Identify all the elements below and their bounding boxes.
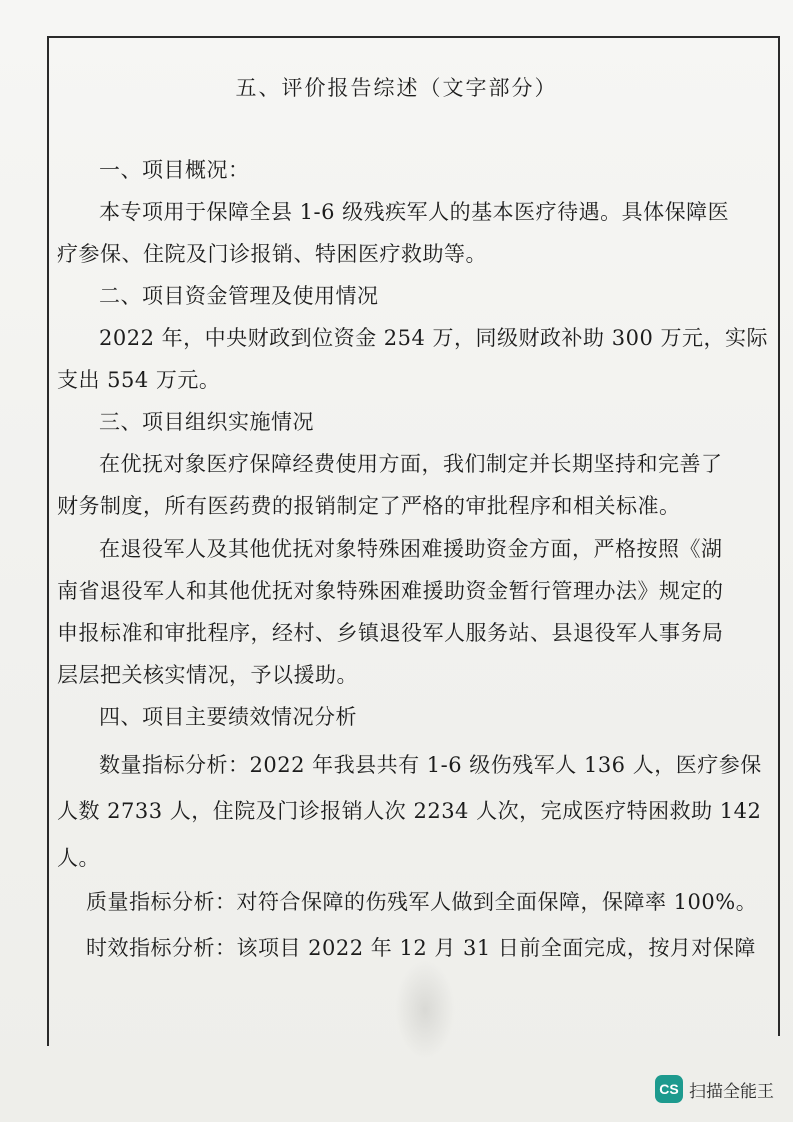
camscanner-logo-icon: CS <box>655 1075 683 1103</box>
paragraph-line: 数量指标分析：2022 年我县共有 1-6 级伤残军人 136 人，医疗参保 <box>99 753 762 777</box>
paragraph-line: 时效指标分析：该项目 2022 年 12 月 31 日前全面完成，按月对保障 <box>86 936 756 960</box>
heading-performance-analysis: 四、项目主要绩效情况分析 <box>99 705 357 729</box>
scan-shadow <box>395 960 455 1060</box>
heading-project-overview: 一、项目概况： <box>99 158 250 182</box>
paragraph-line: 疗参保、住院及门诊报销、特困医疗救助等。 <box>57 242 487 266</box>
paragraph-line: 南省退役军人和其他优抚对象特殊困难援助资金暂行管理办法》规定的 <box>57 579 724 603</box>
camscanner-watermark <box>655 1074 774 1104</box>
paragraph-line: 人。 <box>57 846 100 870</box>
paragraph-line: 支出 554 万元。 <box>57 368 221 392</box>
heading-fund-management: 二、项目资金管理及使用情况 <box>99 284 379 308</box>
section-title: 五、评价报告综述（文字部分） <box>235 76 558 100</box>
heading-implementation: 三、项目组织实施情况 <box>99 410 314 434</box>
paragraph-line: 人数 2733 人，住院及门诊报销人次 2234 人次，完成医疗特困救助 142 <box>57 799 762 823</box>
paragraph-line: 层层把关核实情况，予以援助。 <box>57 663 358 687</box>
paragraph-line: 在退役军人及其他优抚对象特殊困难援助资金方面，严格按照《湖 <box>99 537 723 561</box>
paragraph-line: 2022 年，中央财政到位资金 254 万，同级财政补助 300 万元，实际 <box>99 326 768 350</box>
watermark-label: 扫描全能王 <box>689 1081 774 1102</box>
page-border-right <box>778 36 780 1036</box>
paragraph-line: 本专项用于保障全县 1-6 级残疾军人的基本医疗待遇。具体保障医 <box>99 200 730 224</box>
paragraph-line: 申报标准和审批程序，经村、乡镇退役军人服务站、县退役军人事务局 <box>57 621 724 645</box>
page-border-top <box>47 36 779 38</box>
paragraph-line: 在优抚对象医疗保障经费使用方面，我们制定并长期坚持和完善了 <box>99 452 723 476</box>
paragraph-line: 财务制度，所有医药费的报销制定了严格的审批程序和相关标准。 <box>57 494 681 518</box>
paragraph-line: 质量指标分析：对符合保障的伤残军人做到全面保障，保障率 100%。 <box>86 890 758 914</box>
page-border-left <box>47 36 49 1046</box>
